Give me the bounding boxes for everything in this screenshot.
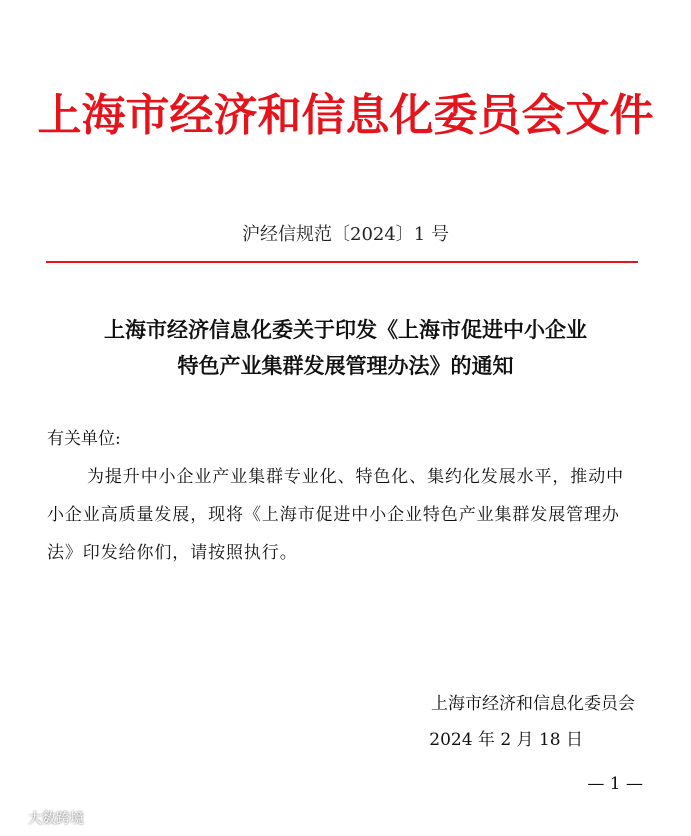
body-paragraph: 为提升中小企业产业集群专业化、特色化、集约化发展水平，推动中小企业高质量发展，现将《上海市促进中小企业特色产业集群发展管理办法》印发给你们，请按照执行。: [47, 467, 624, 563]
chat-bubble-icon: [6, 809, 24, 827]
red-divider-line: [46, 261, 638, 263]
page-number: — 1 —: [587, 774, 643, 794]
addressee: 有关单位:: [47, 429, 121, 449]
signature-date: 2024 年 2 月 18 日: [429, 730, 583, 750]
document-title: [0, 312, 691, 384]
issuing-authority-header: 上海市经济和信息化委员会文件: [37, 90, 654, 141]
signature-block: [429, 686, 635, 758]
document-title-line-1: 上海市经济信息化委关于印发《上海市促进中小企业: [104, 317, 587, 342]
signature-organization: 上海市经济和信息化委员会: [431, 694, 635, 714]
document-body: [47, 420, 639, 572]
document-number: 沪经信规范〔2024〕1 号: [242, 224, 449, 245]
watermark-text: 大数跨境: [28, 811, 84, 827]
watermark: [6, 808, 84, 828]
document-title-line-2: 特色产业集群发展管理办法》的通知: [177, 353, 514, 378]
